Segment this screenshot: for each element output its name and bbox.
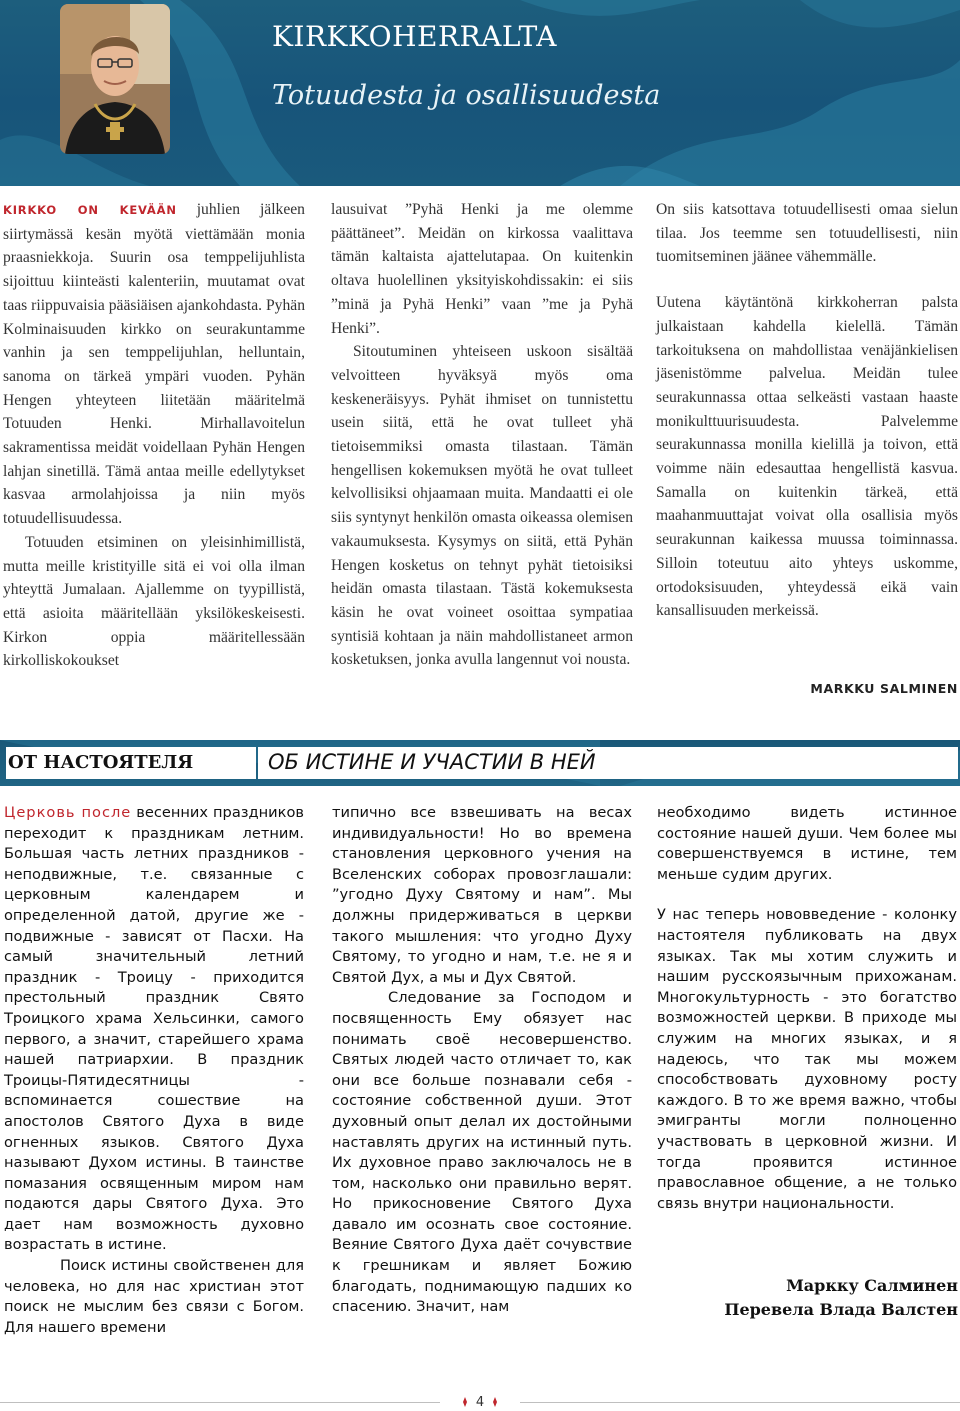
fi-column-3: [656, 198, 958, 623]
fi-column-2: [331, 198, 633, 672]
ru-paragraph-3-end: необходимо видеть истинное состояние нашей души. Чем более мы совершенствуемся в истине, тем меньше судим других.: [657, 804, 957, 883]
ru-paragraph-4: У нас теперь нововведение - колонку настоятеля публиковать на двух языках. Так мы хотим служить и нашим русскоязычным прихожанам. Многокультурность - это богатство возможностей церкви. В приходе мы служим на многих языках, и я надеюсь, что так мы можем способствовать духовному росту каждого. В то же время важно, чтобы эмигранты могли полноценно участвовать в церковной жизни. И тогда проявится истинное православное общение, а не только связь внутри национальности.: [657, 906, 957, 1212]
fi-paragraph-3-end: On siis katsottava totuudellisesti omaa sielun tilaa. Jos teemme sen totuudellisesti, niin tuomitseminen jäänee vähemmälle.: [656, 201, 958, 266]
fi-kicker: KIRKKO ON KEVÄÄN: [3, 203, 177, 217]
section-title: KIRKKOHERRALTA: [272, 20, 558, 53]
ru-section-title: ОТ НАСТОЯТЕЛЯ: [8, 752, 194, 773]
priest-portrait: [60, 4, 170, 154]
fi-author: MARKKU SALMINEN: [810, 681, 958, 696]
ru-column-1: [4, 803, 304, 1338]
ru-paragraph-3: Следование за Господом и посвященность Ему обязует нас понимать своё несовершенство. Святых людей часто отличает то, как они все больше познавали себя - состояние собственной души. Этот духовный опыт делал их достойными наставлять других на истинный путь. Их духовное право заключалось не в том, насколько они правильно верят. Но прикосновение Святого Духа давало им осознать свое состояние. Веяние Святого Духа даёт сочувствие к грешникам и являет Божию благодать, поднимающую падших ко спасению. Значит, нам: [332, 989, 632, 1316]
ru-paragraph-2: Поиск истины свойственен для человека, но для нас христиан этот поиск не мыслим без связи с Богом. Для нашего времени: [4, 1257, 304, 1336]
fi-paragraph-1-text: juhlien jälkeen siirtymässä kesän myötä viettämään monia praasniekkoja. Suurin osa temppelijuhlista sijoittuu kiinteästi kalenteriin, muutamat ovat taas riippuvaisia pääsiäisen ajankohdasta. Pyhän Kolminaisuuden kirkko on seurakuntamme vanhin ja sen temppelijuhlan, helluntain, sanoma on tärkeä ympäri vuoden. Pyhän Hengen yhteyteen liitetään määritelmä Totuuden Henki. Mirhallavoitelun sakramentissa meidät voidellaan Pyhän Hengen lahjan sinetillä. Tämä antaa meille edellytykset kasvaa armolahjoissa ja niin myös totuudellisuudessa.: [3, 201, 305, 528]
page-number: 4: [475, 1394, 485, 1410]
ru-signature-author: Маркку Салминен: [786, 1276, 958, 1295]
ru-banner: [0, 740, 960, 786]
fi-paragraph-3: Sitoutuminen yhteiseen uskoon sisältää velvoitteen hyväksyä myös oma keskeneräisyys. Pyhät ihmiset on tunnistettu usein siitä, että he ovat tulleet yhä tietoisemmiksi omasta tilastaan. Tämän hengellisen kokemuksen myötä he ovat tulleet kelvollisiksi ohjaamaan muita. Mandaatti ei ole siis syntynyt henkilön omasta oikeassa olemisen vakaumuksesta. Kysymys on siitä, että Pyhän Hengen kosketus on tehnyt pyhät tietoisiksi heidän omasta tilastaan. Tästä kokemuksesta käsin he ovat voineet osoittaa sympatiaa syntisiä kohtaan ja näin mahdollistaneet armon kosketuksen, jonka avulla langennut voi nousta.: [331, 343, 633, 669]
header-banner: [0, 0, 960, 186]
ornament-right-icon: [490, 1397, 500, 1407]
page-footer: [440, 1393, 520, 1411]
ru-lead: Церковь после: [4, 804, 132, 821]
fi-paragraph-2-cont: lausuivat ”Pyhä Henki ja me olemme päättäneet”. Meidän on kirkossa vaalittava tämän kaltaista ajattelutapaa. On kuitenkin oltava huolellinen yksityiskohdissakin: ei siis ”minä ja Pyhä Henki” vaan ”me ja Pyhä Henki”.: [331, 201, 633, 337]
fi-paragraph-2: Totuuden etsiminen on yleisinhimillistä, mutta meille kristityille sitä ei voi olla ilman yhteyttä Jumalaan. Ajallemme on tyypillistä, että asioita määritellään yksilökeskeisesti. Kirkon oppia määritellessään kirkolliskokoukset: [3, 533, 305, 670]
fi-paragraph-1: [3, 198, 305, 531]
ru-column-3: [657, 803, 957, 1214]
ru-paragraph-2-cont: типично все взвешивать на весах индивидуальности! Но во времена становления церковного учения на Вселенских соборах провозглашали: ”угодно Духу Святому и нам”. Мы должны придерживаться в церкви такого мышления: что угодно Духу Святому, то угодно и нам, т.е. не я и Святой Дух, а мы и Дух Святой.: [332, 804, 632, 986]
ru-column-2: [332, 803, 632, 1318]
fi-paragraph-4: Uutena käytäntönä kirkkoherran palsta julkaistaan kahdella kielellä. Tämän tarkoituksena on mahdollistaa venäjänkielisen jäsenistömme palvelua. Meidän tulee seurakunnassa ottaa selkeästi vastaan haaste monikulttuurisuudesta. Palvelemme seurakunnassa monilla kielillä ja toivon, että voimme näin edesauttaa hengellistä kasvua. Samalla on kuitenkin tärkeä, että maahanmuuttajat voivat olla osallisia myös seurakunnan kaikessa muussa toiminnassa. Silloin toteutuu aito yhteys uskomme, ortodoksisuuden, yhteydessä eikä vain kansallisuuden merkeissä.: [656, 294, 958, 620]
ru-signature-translator: Перевела Влада Валстен: [724, 1300, 958, 1319]
ru-article-title: ОБ ИСТИНЕ И УЧАСТИИ В НЕЙ: [268, 750, 596, 774]
ru-paragraph-1: [4, 803, 304, 1256]
article-title: Totuudesta ja osallisuudesta: [272, 80, 661, 111]
ru-paragraph-1-text: весенних праздников переходит к праздникам летним. Большая часть летних праздников - неподвижные, т.е. связанные с церковным календарем и определенной датой, другие же - подвижные - зависят от Пасхи. На самый значительный летний праздник - Троицу - приходится престольный праздник Свято Троицкого храма Хельсинки, самого первого, а значит, старейшего храма нашей патриархии. В праздник Троицы-Пятидесятницы - вспоминается сошествие на апостолов Святого Духа в виде огненных языков. Святого Духа называют Духом истины. В таинстве помазания освященным миром нам подаются дары Святого Духа. Это дает нам возможность духовно возрастать в истине.: [4, 804, 304, 1254]
ornament-left-icon: [460, 1397, 470, 1407]
fi-column-1: [3, 198, 305, 673]
